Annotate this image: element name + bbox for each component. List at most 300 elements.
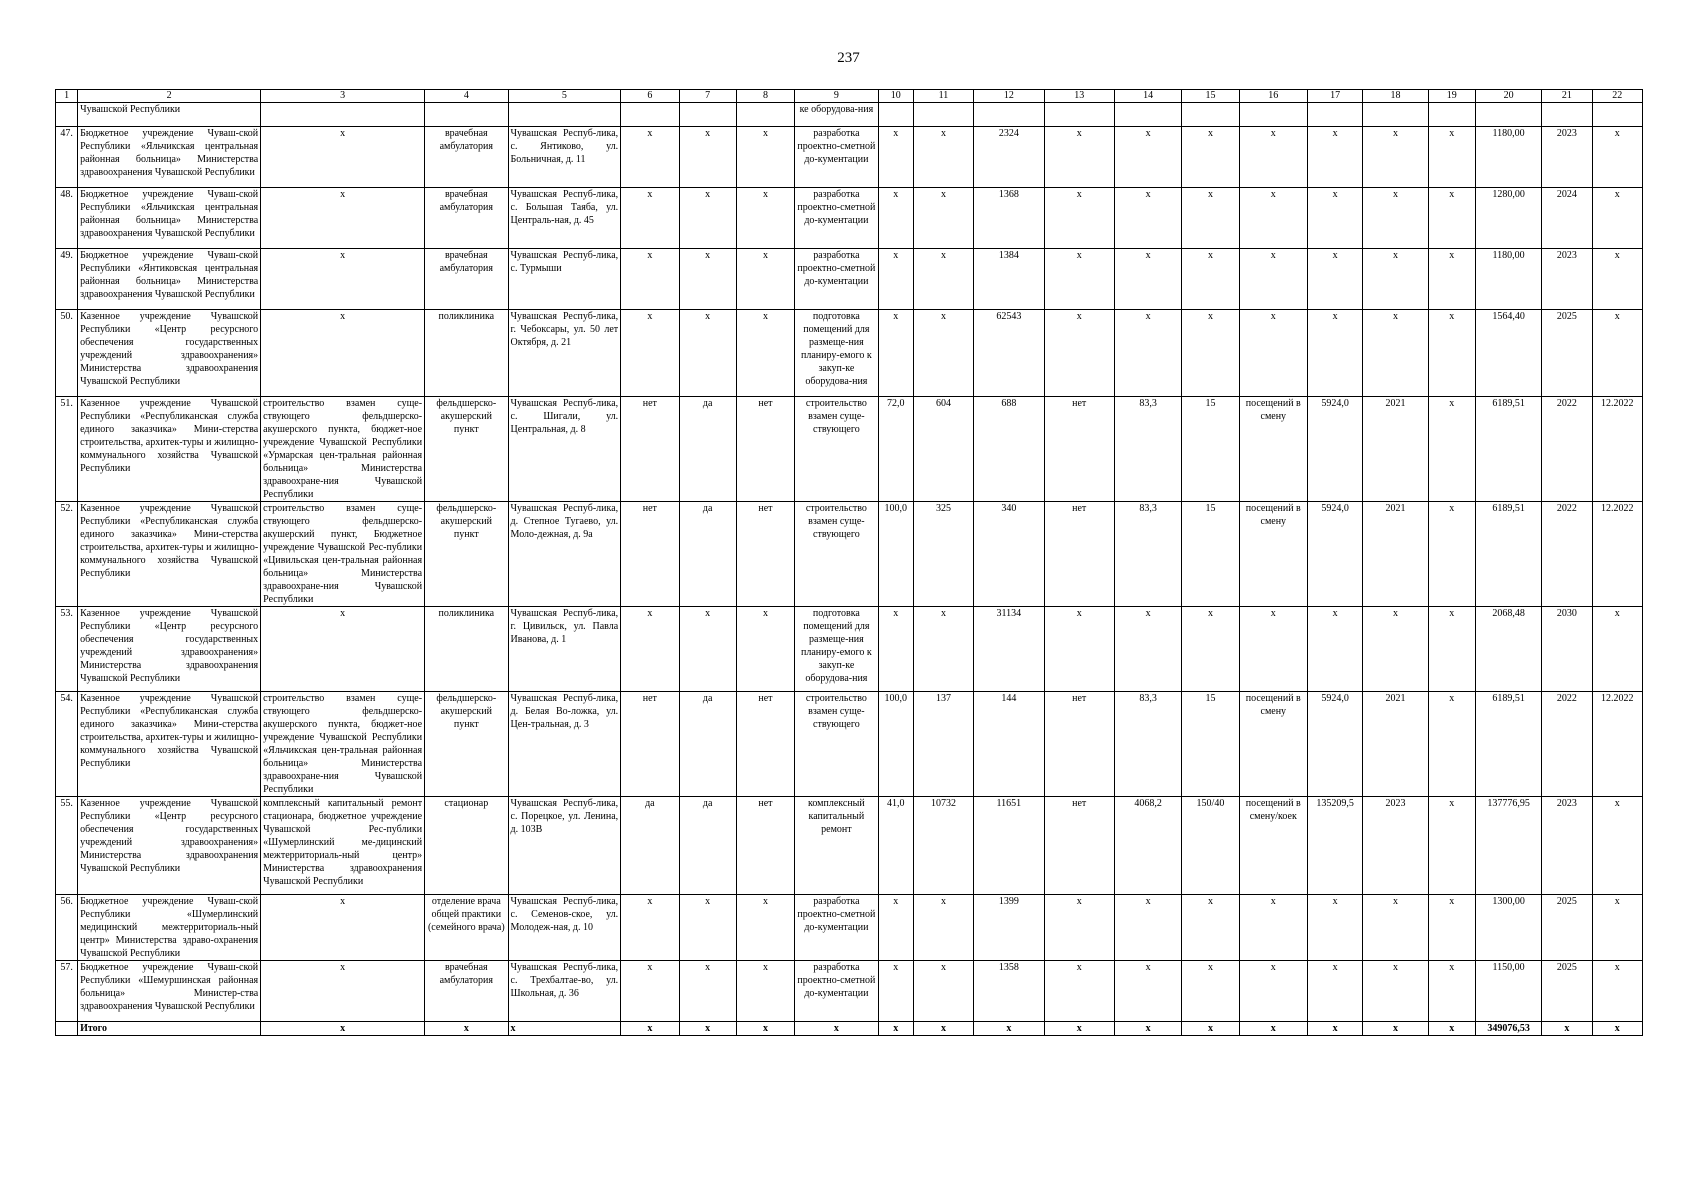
- table-cell: x: [1239, 961, 1307, 1022]
- table-cell: 137776,95: [1475, 797, 1541, 895]
- table-cell: 2022: [1542, 502, 1592, 607]
- table-cell: x: [679, 188, 736, 249]
- table-cell: 54.: [56, 692, 78, 797]
- facilities-table: [55, 89, 1643, 1036]
- column-header: 16: [1239, 90, 1307, 103]
- table-cell: 2021: [1363, 502, 1428, 607]
- table-cell: 604: [913, 397, 973, 502]
- table-cell: Чувашская Респуб-лика, д. Белая Во-ложка, ул. Цен-тральная, д. 3: [508, 692, 621, 797]
- column-header: 7: [679, 90, 736, 103]
- table-cell: 2030: [1542, 607, 1592, 692]
- table-cell: x: [736, 188, 794, 249]
- table-cell: x: [261, 188, 425, 249]
- table-cell: 47.: [56, 127, 78, 188]
- table-cell: 137: [913, 692, 973, 797]
- table-cell: Чувашская Респуб-лика, с. Порецкое, ул. Ленина, д. 103В: [508, 797, 621, 895]
- table-cell: фельдшерско-акушерский пункт: [425, 502, 508, 607]
- table-cell: разработка проектно-сметной до-кументации: [795, 188, 878, 249]
- table-cell: да: [679, 692, 736, 797]
- table-cell: x: [1592, 961, 1642, 1022]
- table-cell: x: [1428, 249, 1475, 310]
- table-cell: Казенное учреждение Чувашской Республики «Республиканская служба единого заказчика» Мини-стерства строительства, архитек-туры и жилищно-коммунального хозяйства Чувашской Республики: [78, 502, 261, 607]
- table-cell: x: [878, 895, 913, 961]
- column-header: 9: [795, 90, 878, 103]
- table-cell: x: [621, 895, 679, 961]
- table-cell: x: [913, 188, 973, 249]
- table-row: [56, 692, 1643, 797]
- table-cell: x: [261, 1022, 425, 1036]
- table-cell: строительство взамен суще-ствующего фельдшерско-акушерского пункта, бюджет-ное учреждение Чувашской Республики «Урмарская цен-тральная районная больница» Министерства здравоохране-ния Чувашской Республики: [261, 397, 425, 502]
- table-cell: Бюджетное учреждение Чуваш-ской Республики «Янтиковская центральная районная больница» Министерства здравоохранения Чувашской Республики: [78, 249, 261, 310]
- table-cell: x: [1044, 310, 1114, 397]
- table-cell: x: [1363, 127, 1428, 188]
- table-cell: x: [878, 607, 913, 692]
- table-cell: 100,0: [878, 502, 913, 607]
- table-cell: 150/40: [1182, 797, 1239, 895]
- table-cell: Чувашская Респуб-лика, с. Трехбалтае-во, ул. Школьная, д. 36: [508, 961, 621, 1022]
- table-cell: 41,0: [878, 797, 913, 895]
- table-cell: фельдшерско-акушерский пункт: [425, 692, 508, 797]
- table-cell: x: [1114, 961, 1181, 1022]
- table-cell: нет: [736, 502, 794, 607]
- table-cell: подготовка помещений для размеще-ния планиру-емого к закуп-ке оборудова-ния: [795, 310, 878, 397]
- table-cell: 10732: [913, 797, 973, 895]
- table-cell: 15: [1182, 692, 1239, 797]
- table-cell: x: [1307, 1022, 1362, 1036]
- table-cell: посещений в смену/коек: [1239, 797, 1307, 895]
- table-cell: 55.: [56, 797, 78, 895]
- table-cell: [261, 103, 425, 127]
- table-cell: 1564,40: [1475, 310, 1541, 397]
- table-cell: Чувашская Респуб-лика, г. Чебоксары, ул. 50 лет Октября, д. 21: [508, 310, 621, 397]
- table-cell: x: [1182, 607, 1239, 692]
- table-cell: x: [1239, 127, 1307, 188]
- table-cell: врачебная амбулатория: [425, 127, 508, 188]
- table-cell: x: [913, 961, 973, 1022]
- table-cell: 2022: [1542, 397, 1592, 502]
- table-row: [56, 249, 1643, 310]
- column-header: 12: [974, 90, 1044, 103]
- table-cell: 52.: [56, 502, 78, 607]
- table-cell: 6189,51: [1475, 502, 1541, 607]
- table-cell: 144: [974, 692, 1044, 797]
- table-cell: Казенное учреждение Чувашской Республики «Центр ресурсного обеспечения государственных учреждений здравоохранения» Министерства здравоохранения Чувашской Республики: [78, 607, 261, 692]
- table-cell: x: [913, 127, 973, 188]
- table-cell: x: [878, 1022, 913, 1036]
- table-cell: разработка проектно-сметной до-кументации: [795, 961, 878, 1022]
- table-cell: 1384: [974, 249, 1044, 310]
- table-cell: 5924,0: [1307, 502, 1362, 607]
- column-header: 4: [425, 90, 508, 103]
- table-cell: 5924,0: [1307, 397, 1362, 502]
- table-cell: 15: [1182, 502, 1239, 607]
- table-cell: x: [1182, 188, 1239, 249]
- table-cell: 2023: [1542, 127, 1592, 188]
- table-cell: x: [425, 1022, 508, 1036]
- table-cell: подготовка помещений для размеще-ния планиру-емого к закуп-ке оборудова-ния: [795, 607, 878, 692]
- table-cell: x: [621, 188, 679, 249]
- table-cell: Чувашской Республики: [78, 103, 261, 127]
- table-cell: x: [1428, 607, 1475, 692]
- table-cell: комплексный капитальный ремонт: [795, 797, 878, 895]
- table-cell: 12.2022: [1592, 502, 1642, 607]
- table-cell: x: [1592, 188, 1642, 249]
- table-cell: нет: [1044, 502, 1114, 607]
- column-header: 5: [508, 90, 621, 103]
- table-cell: x: [1114, 188, 1181, 249]
- table-cell: x: [913, 310, 973, 397]
- table-cell: 4068,2: [1114, 797, 1181, 895]
- table-cell: x: [1307, 310, 1362, 397]
- table-cell: 1368: [974, 188, 1044, 249]
- table-row: [56, 895, 1643, 961]
- table-cell: x: [679, 895, 736, 961]
- table-cell: строительство взамен суще-ствующего фельдшерско-акушерский пункт, Бюджетное учреждение Чувашской Рес-публики «Цивильская цен-тральная районная больница» Министерства здравоохране-ния Чувашской Республики: [261, 502, 425, 607]
- table-cell: x: [1592, 249, 1642, 310]
- table-cell: [736, 103, 794, 127]
- table-cell: 1358: [974, 961, 1044, 1022]
- header-row: [56, 90, 1643, 103]
- table-cell: x: [679, 310, 736, 397]
- table-cell: x: [1239, 310, 1307, 397]
- table-cell: [1114, 103, 1181, 127]
- table-cell: нет: [736, 397, 794, 502]
- table-cell: 48.: [56, 188, 78, 249]
- table-cell: x: [679, 607, 736, 692]
- table-cell: [1475, 103, 1541, 127]
- table-cell: отделение врача общей практики (семейного врача): [425, 895, 508, 961]
- table-cell: поликлиника: [425, 310, 508, 397]
- table-cell: стационар: [425, 797, 508, 895]
- column-header: 11: [913, 90, 973, 103]
- table-cell: 688: [974, 397, 1044, 502]
- table-cell: x: [1182, 1022, 1239, 1036]
- table-cell: x: [261, 607, 425, 692]
- table-cell: да: [679, 502, 736, 607]
- table-cell: 12.2022: [1592, 692, 1642, 797]
- table-cell: x: [1428, 692, 1475, 797]
- table-cell: да: [621, 797, 679, 895]
- table-cell: строительство взамен суще-ствующего фельдшерско-акушерского пункта, бюджет-ное учреждение Чувашской Республики «Яльчикская цен-тральная районная больница» Министерства здравоохране-ния Чувашской Республики: [261, 692, 425, 797]
- table-cell: строительство взамен суще-ствующего: [795, 502, 878, 607]
- table-cell: x: [679, 1022, 736, 1036]
- table-cell: [1428, 103, 1475, 127]
- table-cell: x: [1307, 607, 1362, 692]
- table-cell: x: [736, 310, 794, 397]
- table-cell: [56, 1022, 78, 1036]
- table-cell: x: [1307, 127, 1362, 188]
- table-cell: нет: [621, 692, 679, 797]
- table-cell: x: [1592, 310, 1642, 397]
- table-cell: x: [1307, 188, 1362, 249]
- table-cell: x: [1307, 249, 1362, 310]
- column-header: 1: [56, 90, 78, 103]
- table-cell: x: [1363, 249, 1428, 310]
- table-cell: x: [1363, 310, 1428, 397]
- column-header: 13: [1044, 90, 1114, 103]
- table-cell: x: [1044, 188, 1114, 249]
- table-row: [56, 188, 1643, 249]
- table-row: [56, 502, 1643, 607]
- table-cell: x: [621, 961, 679, 1022]
- table-cell: строительство взамен суще-ствующего: [795, 692, 878, 797]
- table-cell: [913, 103, 973, 127]
- table-cell: x: [1239, 249, 1307, 310]
- table-cell: 2025: [1542, 310, 1592, 397]
- table-cell: x: [621, 607, 679, 692]
- table-cell: x: [795, 1022, 878, 1036]
- table-cell: x: [1428, 310, 1475, 397]
- table-cell: x: [1363, 607, 1428, 692]
- table-cell: x: [261, 310, 425, 397]
- table-cell: 72,0: [878, 397, 913, 502]
- table-cell: 11651: [974, 797, 1044, 895]
- table-cell: x: [1428, 502, 1475, 607]
- table-row: [56, 310, 1643, 397]
- table-cell: 1300,00: [1475, 895, 1541, 961]
- table-cell: 12.2022: [1592, 397, 1642, 502]
- table-cell: врачебная амбулатория: [425, 249, 508, 310]
- table-cell: x: [1044, 961, 1114, 1022]
- table-cell: x: [1114, 895, 1181, 961]
- table-cell: x: [621, 1022, 679, 1036]
- table-cell: фельдшерско-акушерский пункт: [425, 397, 508, 502]
- table-cell: [878, 103, 913, 127]
- table-cell: 83,3: [1114, 397, 1181, 502]
- table-cell: x: [261, 895, 425, 961]
- table-cell: x: [1592, 1022, 1642, 1036]
- table-cell: x: [878, 127, 913, 188]
- table-cell: x: [1114, 127, 1181, 188]
- table-cell: [425, 103, 508, 127]
- table-cell: x: [508, 1022, 621, 1036]
- table-cell: x: [1592, 895, 1642, 961]
- table-cell: 83,3: [1114, 692, 1181, 797]
- table-cell: x: [736, 607, 794, 692]
- table-cell: x: [913, 249, 973, 310]
- table-cell: 135209,5: [1307, 797, 1362, 895]
- table-cell: нет: [1044, 397, 1114, 502]
- table-cell: нет: [621, 397, 679, 502]
- table-cell: x: [878, 188, 913, 249]
- table-cell: посещений в смену: [1239, 502, 1307, 607]
- table-cell: Чувашская Респуб-лика, с. Турмыши: [508, 249, 621, 310]
- table-cell: x: [878, 249, 913, 310]
- table-cell: поликлиника: [425, 607, 508, 692]
- table-cell: Чувашская Респуб-лика, с. Янтиково, ул. Больничная, д. 11: [508, 127, 621, 188]
- column-header: 22: [1592, 90, 1642, 103]
- table-cell: 1180,00: [1475, 127, 1541, 188]
- column-header: 8: [736, 90, 794, 103]
- table-cell: [1044, 103, 1114, 127]
- table-cell: x: [1114, 249, 1181, 310]
- table-cell: Казенное учреждение Чувашской Республики «Центр ресурсного обеспечения государственных учреждений здравоохранения» Министерства здравоохранения Чувашской Республики: [78, 310, 261, 397]
- table-cell: 50.: [56, 310, 78, 397]
- table-cell: разработка проектно-сметной до-кументации: [795, 127, 878, 188]
- column-header: 19: [1428, 90, 1475, 103]
- table-cell: x: [974, 1022, 1044, 1036]
- table-cell: x: [621, 310, 679, 397]
- table-cell: 53.: [56, 607, 78, 692]
- table-cell: [679, 103, 736, 127]
- table-cell: [621, 103, 679, 127]
- table-cell: x: [1428, 961, 1475, 1022]
- table-cell: 2023: [1542, 797, 1592, 895]
- table-cell: x: [1182, 249, 1239, 310]
- table-cell: x: [1044, 1022, 1114, 1036]
- table-cell: x: [878, 310, 913, 397]
- table-cell: Итого: [78, 1022, 261, 1036]
- table-cell: строительство взамен суще-ствующего: [795, 397, 878, 502]
- column-header: 14: [1114, 90, 1181, 103]
- table-cell: 2025: [1542, 895, 1592, 961]
- table-cell: 2025: [1542, 961, 1592, 1022]
- table-cell: 2023: [1363, 797, 1428, 895]
- column-header: 17: [1307, 90, 1362, 103]
- table-cell: x: [913, 1022, 973, 1036]
- table-cell: Казенное учреждение Чувашской Республики «Республиканская служба единого заказчика» Мини-стерства строительства, архитек-туры и жилищно-коммунального хозяйства Чувашской Республики: [78, 397, 261, 502]
- table-cell: [1307, 103, 1362, 127]
- table-cell: x: [1239, 607, 1307, 692]
- table-cell: x: [736, 1022, 794, 1036]
- table-cell: x: [1239, 1022, 1307, 1036]
- table-cell: x: [1044, 607, 1114, 692]
- table-cell: 6189,51: [1475, 397, 1541, 502]
- table-cell: Казенное учреждение Чувашской Республики «Центр ресурсного обеспечения государственных учреждений здравоохранения» Министерства здравоохранения Чувашской Республики: [78, 797, 261, 895]
- table-cell: x: [621, 127, 679, 188]
- table-cell: Бюджетное учреждение Чуваш-ской Республики «Шемуршинская районная больница» Министер-ства здравоохранения Чувашской Республики: [78, 961, 261, 1022]
- table-cell: x: [1542, 1022, 1592, 1036]
- table-cell: x: [1363, 1022, 1428, 1036]
- table-cell: x: [679, 961, 736, 1022]
- table-cell: [974, 103, 1044, 127]
- table-cell: 2024: [1542, 188, 1592, 249]
- table-row: [56, 961, 1643, 1022]
- table-cell: x: [1044, 895, 1114, 961]
- table-row: [56, 607, 1643, 692]
- table-cell: x: [1182, 127, 1239, 188]
- table-cell: x: [1239, 188, 1307, 249]
- column-header: 20: [1475, 90, 1541, 103]
- table-cell: 2021: [1363, 397, 1428, 502]
- table-row: [56, 103, 1643, 127]
- table-cell: x: [1182, 310, 1239, 397]
- table-cell: x: [1592, 607, 1642, 692]
- table-cell: 31134: [974, 607, 1044, 692]
- table-cell: Казенное учреждение Чувашской Республики «Республиканская служба единого заказчика» Мини-стерства строительства, архитек-туры и жилищно-коммунального хозяйства Чувашской Республики: [78, 692, 261, 797]
- table-cell: [1363, 103, 1428, 127]
- column-header: 15: [1182, 90, 1239, 103]
- table-cell: x: [913, 895, 973, 961]
- table-cell: x: [1044, 249, 1114, 310]
- table-cell: 2023: [1542, 249, 1592, 310]
- table-cell: x: [1239, 895, 1307, 961]
- table-cell: Бюджетное учреждение Чуваш-ской Республики «Шумерлинский медицинский межтерриториаль-ный центр» Министерства здраво-охранения Чувашской Республики: [78, 895, 261, 961]
- column-header: 2: [78, 90, 261, 103]
- table-cell: x: [736, 895, 794, 961]
- table-cell: x: [913, 607, 973, 692]
- table-cell: x: [1307, 961, 1362, 1022]
- table-cell: [1182, 103, 1239, 127]
- table-cell: 56.: [56, 895, 78, 961]
- table-cell: посещений в смену: [1239, 397, 1307, 502]
- table-cell: посещений в смену: [1239, 692, 1307, 797]
- table-cell: x: [1307, 895, 1362, 961]
- table-cell: x: [1592, 127, 1642, 188]
- page-number: 237: [837, 50, 860, 66]
- table-cell: 1399: [974, 895, 1044, 961]
- table-cell: 2324: [974, 127, 1044, 188]
- table-cell: x: [261, 249, 425, 310]
- table-cell: Чувашская Респуб-лика, д. Степное Тугаево, ул. Моло-дежная, д. 9а: [508, 502, 621, 607]
- table-cell: нет: [1044, 797, 1114, 895]
- table-cell: нет: [1044, 692, 1114, 797]
- table-cell: [508, 103, 621, 127]
- table-cell: 51.: [56, 397, 78, 502]
- table-cell: x: [1428, 127, 1475, 188]
- table-cell: x: [261, 127, 425, 188]
- table-cell: врачебная амбулатория: [425, 188, 508, 249]
- table-cell: 2022: [1542, 692, 1592, 797]
- table-cell: x: [1182, 895, 1239, 961]
- table-cell: комплексный капитальный ремонт стационара, бюджетное учреждение Чувашской Рес-публики «Шумерлинский ме-дицинский межтерриториаль-ный центр» Министерства здравоохранения Чувашской Республики: [261, 797, 425, 895]
- table-cell: x: [736, 961, 794, 1022]
- table-cell: x: [1428, 1022, 1475, 1036]
- table-cell: 5924,0: [1307, 692, 1362, 797]
- table-cell: x: [679, 127, 736, 188]
- table-cell: x: [1114, 1022, 1181, 1036]
- table-cell: разработка проектно-сметной до-кументации: [795, 895, 878, 961]
- table-cell: x: [1428, 188, 1475, 249]
- table-cell: 1180,00: [1475, 249, 1541, 310]
- table-cell: ке оборудова-ния: [795, 103, 878, 127]
- column-header: 18: [1363, 90, 1428, 103]
- column-header: 6: [621, 90, 679, 103]
- table-cell: x: [1363, 188, 1428, 249]
- table-cell: 340: [974, 502, 1044, 607]
- table-cell: да: [679, 797, 736, 895]
- table-cell: Чувашская Респуб-лика, с. Шигали, ул. Центральная, д. 8: [508, 397, 621, 502]
- table-cell: 325: [913, 502, 973, 607]
- table-cell: 6189,51: [1475, 692, 1541, 797]
- table-cell: Чувашская Респуб-лика, с. Семенов-ское, ул. Молодеж-ная, д. 10: [508, 895, 621, 961]
- table-row: [56, 797, 1643, 895]
- table-cell: x: [1363, 961, 1428, 1022]
- table-cell: x: [736, 249, 794, 310]
- table-cell: 100,0: [878, 692, 913, 797]
- table-cell: нет: [736, 692, 794, 797]
- table-cell: 349076,53: [1475, 1022, 1541, 1036]
- table-cell: 15: [1182, 397, 1239, 502]
- table-cell: Бюджетное учреждение Чуваш-ской Республики «Яльчикская центральная районная больница» Министерства здравоохранения Чувашской Республики: [78, 127, 261, 188]
- column-header: 10: [878, 90, 913, 103]
- table-cell: x: [621, 249, 679, 310]
- column-header: 3: [261, 90, 425, 103]
- table-cell: [1239, 103, 1307, 127]
- table-cell: [1542, 103, 1592, 127]
- table-cell: 83,3: [1114, 502, 1181, 607]
- table-cell: x: [1428, 797, 1475, 895]
- table-cell: x: [1428, 895, 1475, 961]
- table-cell: x: [1114, 310, 1181, 397]
- table-cell: 62543: [974, 310, 1044, 397]
- table-cell: Бюджетное учреждение Чуваш-ской Республики «Яльчикская центральная районная больница» Министерства здравоохранения Чувашской Республики: [78, 188, 261, 249]
- table-cell: x: [1182, 961, 1239, 1022]
- table-cell: разработка проектно-сметной до-кументации: [795, 249, 878, 310]
- table-cell: x: [1044, 127, 1114, 188]
- table-cell: x: [679, 249, 736, 310]
- table-cell: x: [878, 961, 913, 1022]
